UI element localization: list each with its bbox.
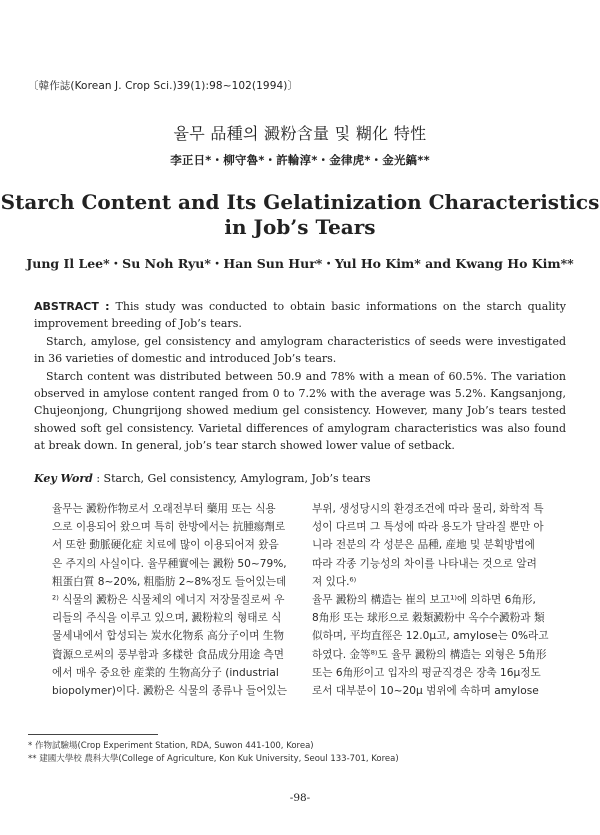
body-line: 성이 다르며 그 특성에 따라 용도가 달라질 뿐만 아 xyxy=(312,521,544,534)
body-column-left xyxy=(52,500,298,700)
body-line: 또는 6角形이고 입자의 평균직경은 장축 16μ정도 xyxy=(312,666,541,679)
abstract xyxy=(34,298,566,455)
body-line: 하였다. 金等⁸⁾도 율무 澱粉의 構造는 외형은 5角形 xyxy=(312,648,547,661)
body-line: 져 있다.⁶⁾ xyxy=(312,575,357,588)
abstract-label: ABSTRACT : xyxy=(34,300,110,313)
footnotes xyxy=(28,740,399,766)
title-korean: 율무 品種의 澱粉含量 및 糊化 特性 xyxy=(173,124,427,143)
abstract-paragraph-2: Starch, amylose, gel consistency and amylogram characteristics of seeds were investigated in 36 varieties of domestic and introduced Job’s tears. xyxy=(34,334,566,366)
body-line: 은 주지의 사실이다. 율무種實에는 澱粉 50~79%, xyxy=(52,557,287,570)
keywords-text: : Starch, Gel consistency, Amylogram, Job’s tears xyxy=(96,472,371,485)
title-english-line-2: in Job’s Tears xyxy=(224,215,376,239)
keywords xyxy=(34,472,566,485)
body-line: biopolymer)이다. 澱粉은 식물의 종류나 들어있는 xyxy=(52,684,287,697)
body-line: 로서 대부분이 10~20μ 범위에 속하며 amylose xyxy=(312,684,539,697)
body-line: 부위, 생성당시의 환경조건에 따라 물리, 화학적 특 xyxy=(312,503,544,515)
keywords-label: Key Word xyxy=(34,472,93,485)
footnote-divider xyxy=(28,734,158,735)
body-line: 니라 전분의 각 성분은 品種, 産地 및 분획방법에 xyxy=(312,539,535,552)
body-line: 에서 매우 중요한 産業的 生物高分子 (industrial xyxy=(52,666,279,679)
body-line: 서 또한 動脈硬化症 치료에 많이 이용되어져 왔음 xyxy=(52,539,279,552)
journal-citation: 〔韓作誌(Korean J. Crop Sci.)39(1):98~102(1994)〕 xyxy=(28,80,299,92)
body-line: 似하며, 平均直徑은 12.0μ고, amylose는 0%라고 xyxy=(312,630,549,643)
authors-korean: 李正日*・柳守魯*・許輪淳*・金律虎*・金光鎬** xyxy=(170,153,430,167)
footnote-1: * 作物試驗場(Crop Experiment Station, RDA, Suwon 441-100, Korea) xyxy=(28,741,314,751)
body-line: 율무 澱粉의 構造는 崔의 보고¹⁾에 의하면 6角形, xyxy=(312,593,536,606)
body-line: ²⁾ 식물의 澱粉은 식물체의 에너지 저장물질로써 우 xyxy=(52,593,285,606)
abstract-paragraph-3: Starch content was distributed between 50.9 and 78% with a mean of 60.5%. The variation observed in amylose content ranged from 0 to 7.2% with the average was 5.2%. Kangsanjong, Chujeonjong, Chungrijong showed medium gel consistency. However, many Job’s tears tested showed soft gel consistency. Varietal differences of amylogram characteristics was also found at break down. In general, job’s tear starch showed lower value of setback. xyxy=(34,369,566,453)
body-line: 粗蛋白質 8~20%, 粗脂肪 2~8%정도 들어있는데 xyxy=(52,575,287,588)
body-line: 으로 이용되어 왔으며 특히 한방에서는 抗腫瘍劑로 xyxy=(52,521,286,534)
title-english xyxy=(0,190,600,240)
body-line: 따라 각종 기능성의 차이를 나타내는 것으로 알려 xyxy=(312,557,537,570)
body-line: 리들의 주식을 이루고 있으며, 澱粉粒의 형태로 식 xyxy=(52,612,282,625)
page-number: -98- xyxy=(289,792,311,804)
body-column-right xyxy=(312,500,558,700)
body-line: 물세내에서 합성되는 炭水化物系 高分子이며 生物 xyxy=(52,630,284,643)
body-line: 8角形 또는 球形으로 穀類澱粉中 옥수수澱粉과 類 xyxy=(312,612,545,625)
abstract-paragraph-1 xyxy=(34,298,566,333)
footnote-2: ** 建國大學校 農科大學(College of Agriculture, Kon Kuk University, Seoul 133-701, Korea) xyxy=(28,754,399,764)
abstract-text-1: This study was conducted to obtain basic informations on the starch quality improvement breeding of Job’s tears. xyxy=(34,300,566,331)
title-english-line-1: Starch Content and Its Gelatinization Characteristics xyxy=(0,190,600,214)
body-line: 율무는 澱粉作物로서 오래전부터 藥用 또는 식용 xyxy=(52,503,276,515)
authors-english: Jung Il Lee*・Su Noh Ryu*・Han Sun Hur*・Yul Ho Kim* and Kwang Ho Kim** xyxy=(26,256,574,271)
body-line: 資源으로써의 풍부함과 多樣한 食品成分用途 측면 xyxy=(52,648,284,661)
